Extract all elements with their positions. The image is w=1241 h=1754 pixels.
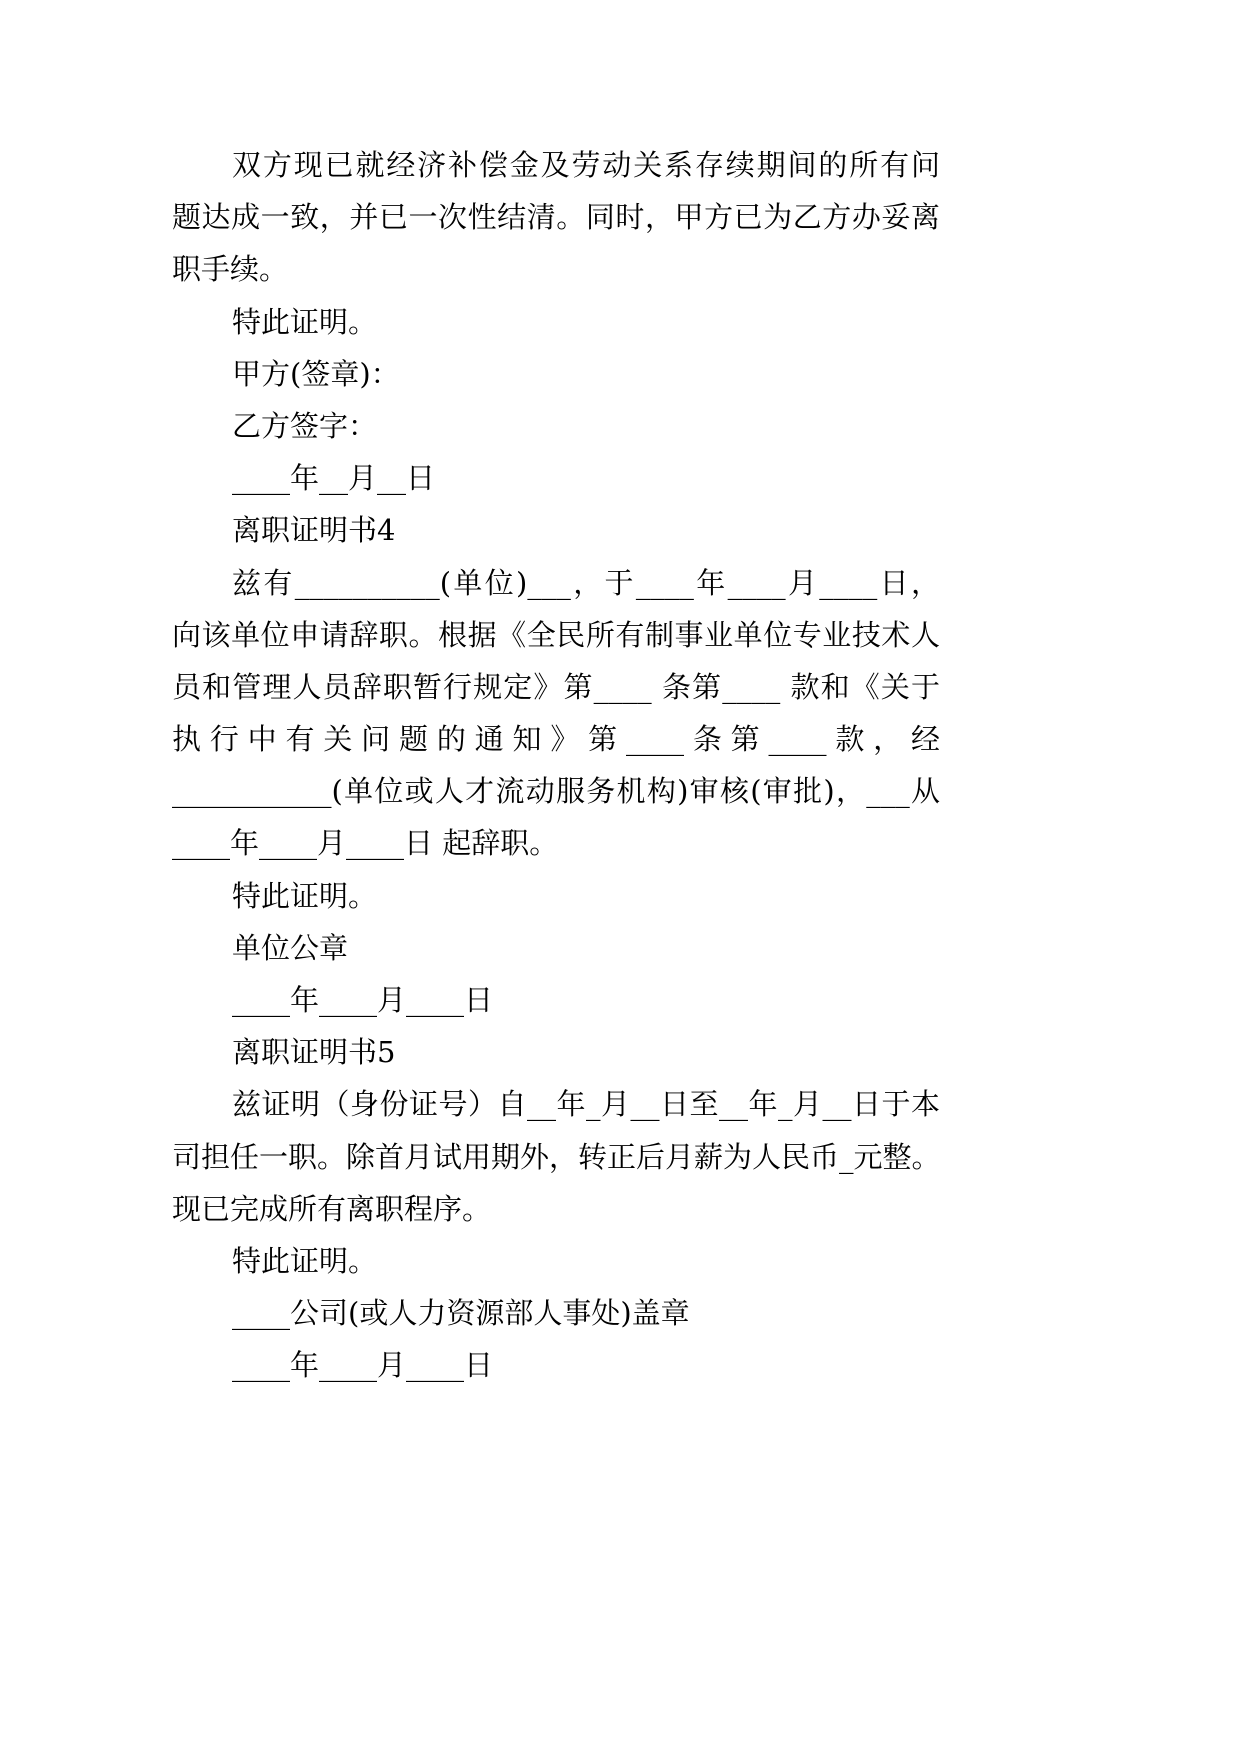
date-line: ____年__月__日 <box>232 461 436 496</box>
paragraph-line: 现已完成所有离职程序。 <box>172 1191 492 1226</box>
paragraph-line: 向该单位申请辞职。根据《全民所有制事业单位专业技术人 <box>172 617 940 652</box>
certificate-body <box>172 557 940 870</box>
party-a-seal-label: 甲方(签章)： <box>232 356 400 391</box>
party-b-signature-label: 乙方签字： <box>232 408 378 443</box>
paragraph-line: 司担任一职。除首月试用期外，转正后月薪为人民币_元整。 <box>172 1139 941 1174</box>
certificate-heading: 离职证明书4 <box>232 513 396 548</box>
paragraph-line: 双方现已就经济补偿金及劳动关系存续期间的所有问 <box>232 148 940 182</box>
company-seal-label: ____公司(或人力资源部人事处)盖章 <box>232 1296 690 1331</box>
paragraph-line: 职手续。 <box>172 252 289 287</box>
paragraph-line: 员和管理人员辞职暂行规定》第____ 条第____ 款和《关于 <box>172 669 940 704</box>
certificate-body <box>172 1078 940 1235</box>
unit-seal-label: 单位公章 <box>232 930 349 965</box>
certificate-heading: 离职证明书5 <box>232 1035 396 1070</box>
paragraph-line: 兹证明（身份证号）自__年_月__日至__年_月__日于本 <box>232 1087 940 1122</box>
certificate-4-section <box>172 504 940 1026</box>
attestation-text: 特此证明。 <box>232 878 378 913</box>
paragraph-line: 执行中有关问题的通知》第____条第____款，经 <box>172 722 940 757</box>
preceding-certificate-section <box>172 139 940 504</box>
date-line: ____年____月____日 <box>232 983 494 1017</box>
date-line: ____年____月____日 <box>232 1348 494 1383</box>
paragraph-line: 兹有__________(单位)___，于____年____月____日， <box>232 565 940 600</box>
closing-paragraph <box>172 139 940 296</box>
paragraph-line: ___________(单位或人才流动服务机构)审核(审批)，___从 <box>172 774 940 809</box>
document-body <box>172 139 940 1392</box>
attestation-text: 特此证明。 <box>232 1243 378 1278</box>
attestation-text: 特此证明。 <box>232 304 378 339</box>
certificate-5-section <box>172 1026 940 1391</box>
paragraph-line: ____年____月____日 起辞职。 <box>172 826 559 861</box>
paragraph-line: 题达成一致，并已一次性结清。同时，甲方已为乙方办妥离 <box>172 200 940 235</box>
